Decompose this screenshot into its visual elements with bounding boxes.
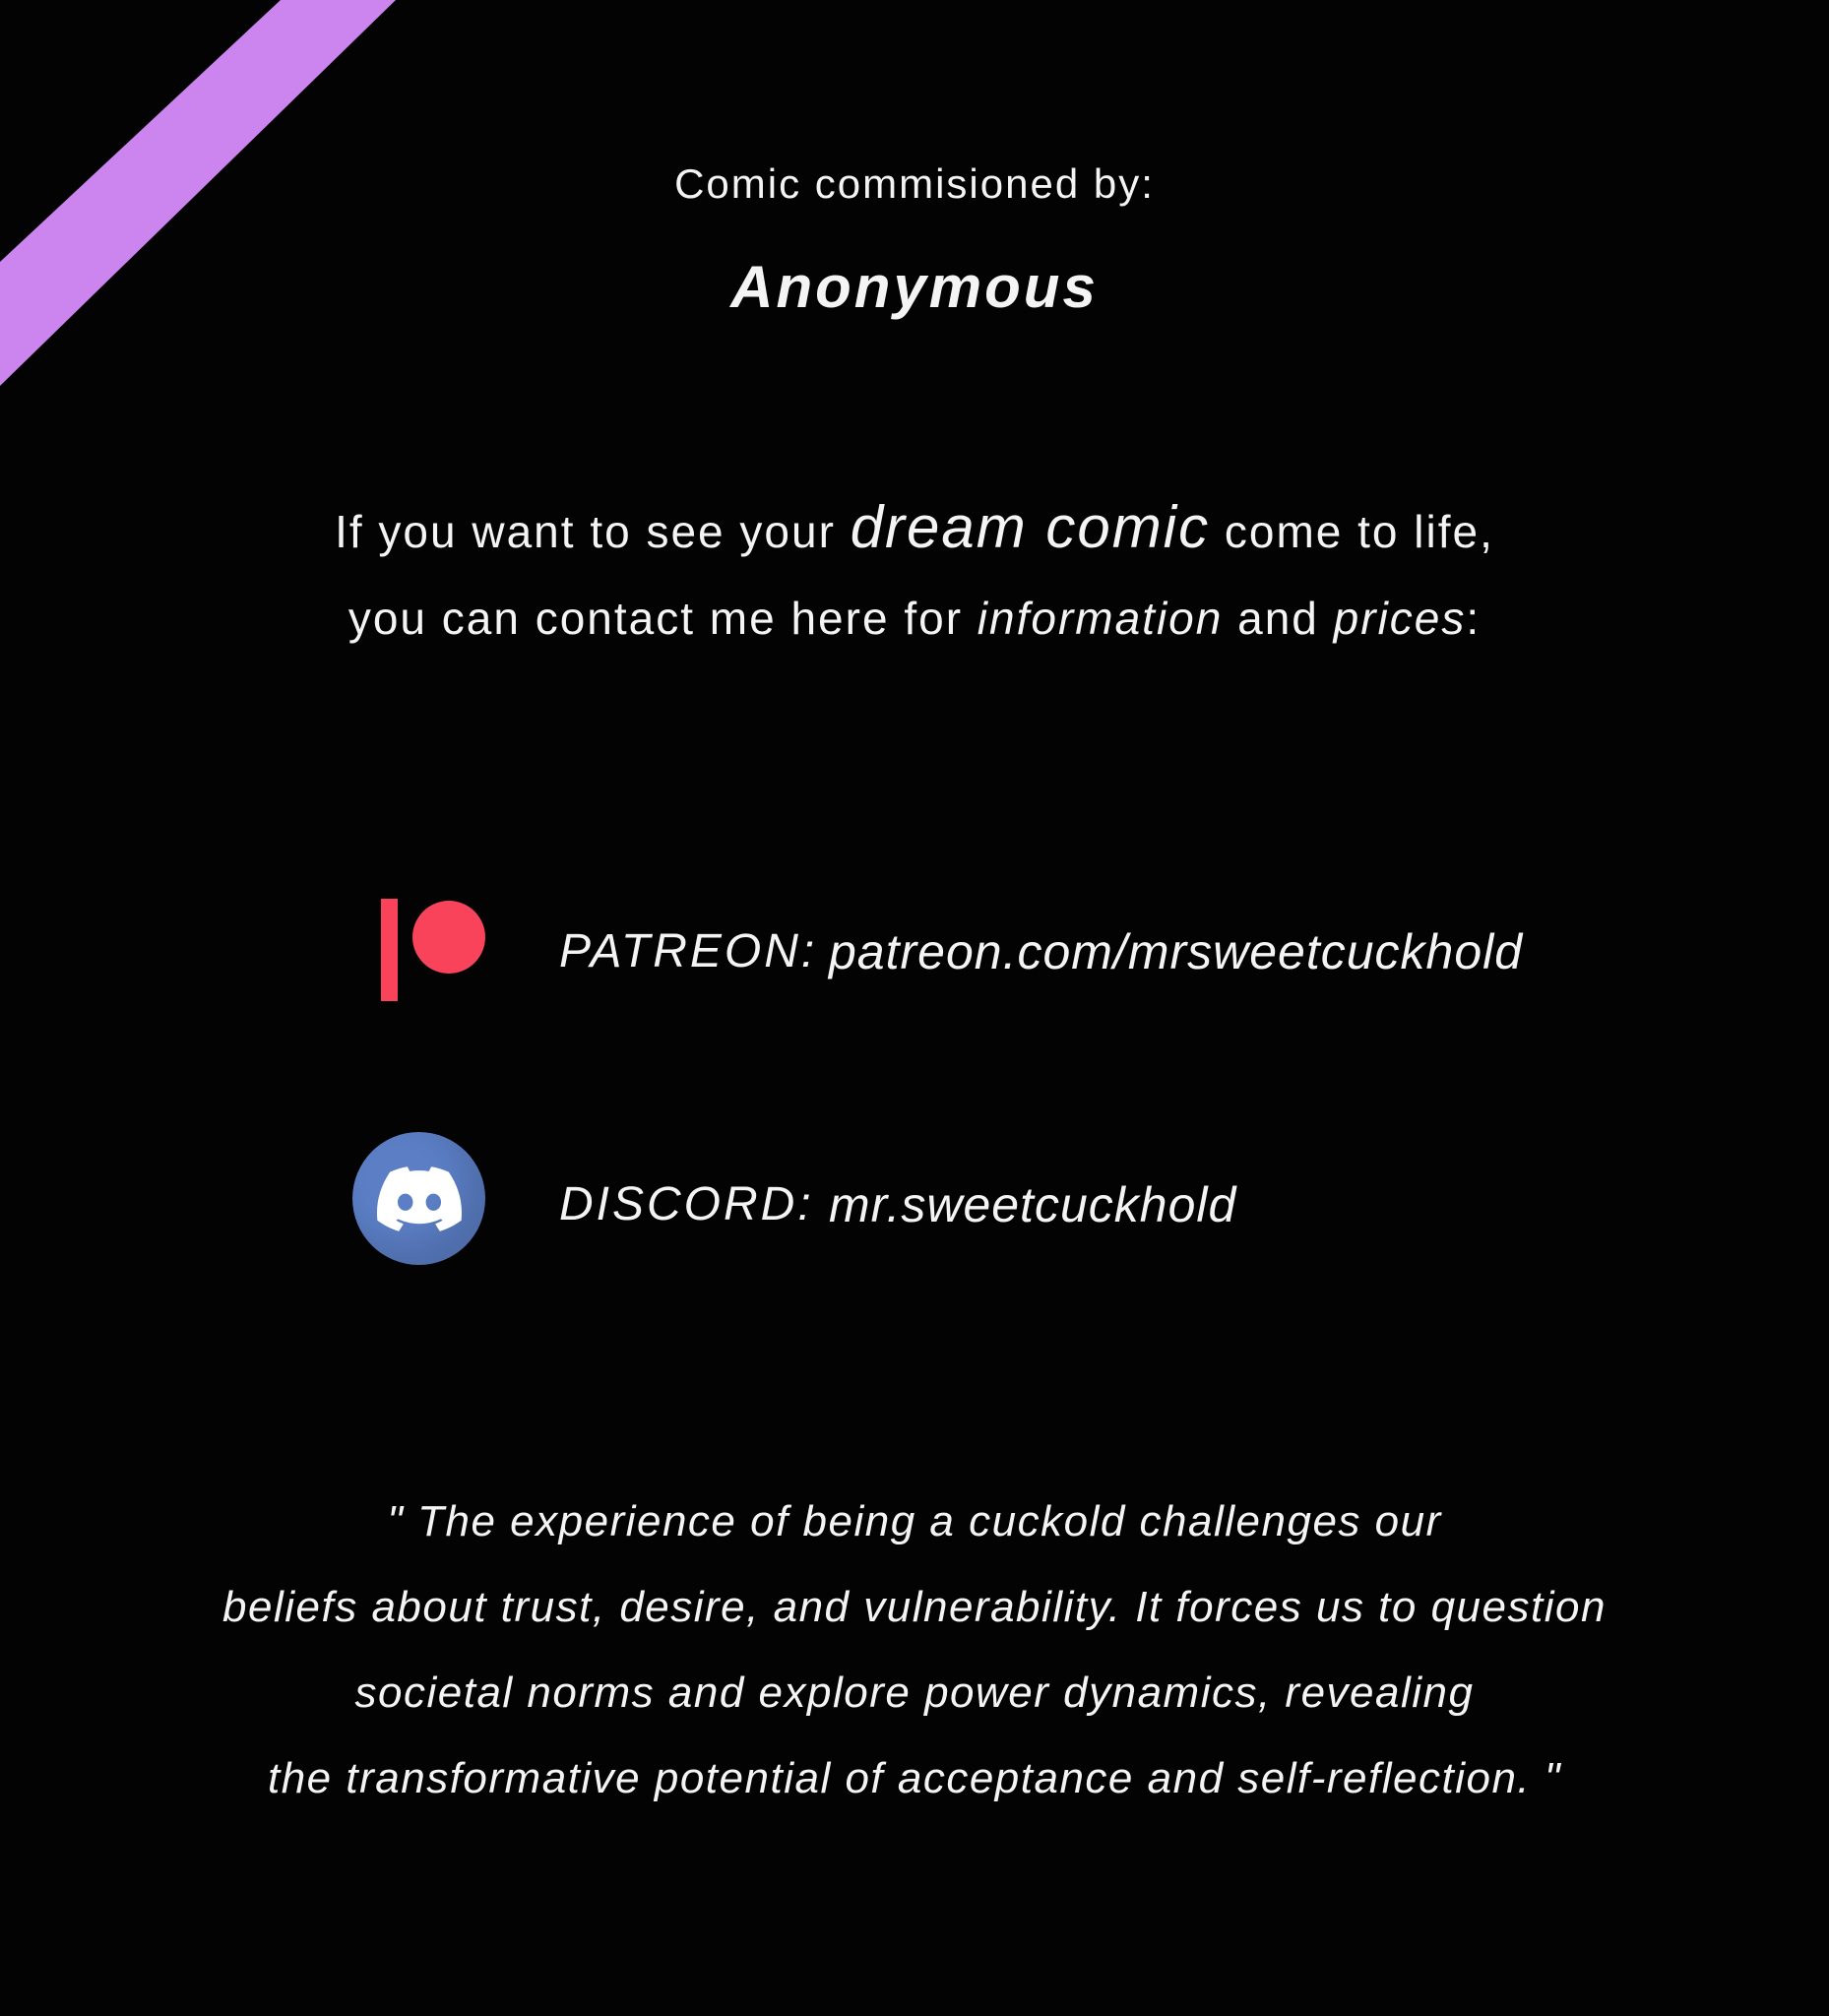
patreon-handle[interactable]: patreon.com/mrsweetcuckhold (829, 924, 1524, 979)
intro-line2-mid: and (1223, 593, 1334, 644)
intro-line-2 (0, 575, 1829, 662)
quote-line-3: societal norms and explore power dynamics, revealing (354, 1669, 1475, 1717)
intro-line1-pre: If you want to see your (335, 506, 851, 557)
discord-label: DISCORD: (559, 1178, 814, 1230)
quote-line-2: beliefs about trust, desire, and vulnerability. It forces us to question (222, 1583, 1607, 1631)
intro-line1-post: come to life, (1210, 506, 1494, 557)
intro-line2-emphasis-information: information (977, 593, 1224, 644)
quote-line-4: the transformative potential of acceptance and self-reflection. " (267, 1754, 1561, 1802)
commissioner-name: Anonymous (730, 254, 1099, 320)
patreon-label: PATREON: (559, 925, 818, 977)
intro-line2-emphasis-prices: prices (1333, 593, 1467, 644)
intro-line-1 (0, 484, 1829, 575)
discord-mascot-glyph (377, 1157, 462, 1241)
intro-line1-emphasis: dream comic (850, 494, 1211, 560)
patreon-icon-bar (381, 899, 398, 1001)
intro-line2-post: : (1466, 593, 1482, 644)
quote-text (0, 1479, 1829, 1821)
commissioned-by-label: Comic commisioned by: (674, 160, 1155, 207)
intro-text (0, 484, 1829, 662)
intro-line2-pre: you can contact me here for (347, 593, 978, 644)
quote-line-1: " The experience of being a cuckold challenges our (387, 1497, 1442, 1545)
patreon-icon[interactable] (377, 899, 487, 1001)
patreon-icon-circle (412, 901, 485, 974)
discord-icon[interactable] (352, 1132, 485, 1265)
discord-handle[interactable]: mr.sweetcuckhold (829, 1177, 1237, 1232)
